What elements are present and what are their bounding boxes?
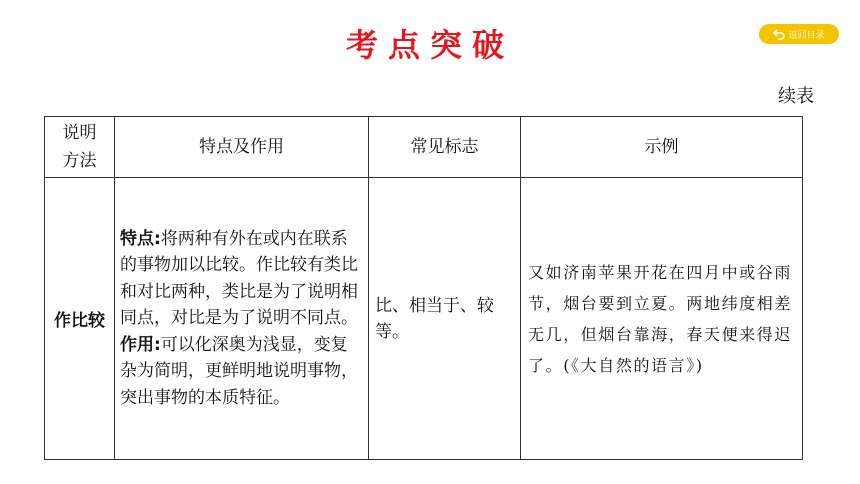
- function-label: 作用:: [120, 334, 161, 355]
- feature-cell: [115, 178, 369, 460]
- example-cell: 又如济南苹果开花在四月中或谷雨节，烟台要到立夏。两地纬度相差无几，但烟台靠海，春天便来得迟了。(《大自然的语言》): [521, 178, 803, 460]
- page-title: 考点突破: [345, 26, 514, 64]
- return-arrow-icon: [773, 28, 785, 40]
- header-example: 示例: [521, 117, 803, 178]
- table-row: [45, 178, 803, 460]
- feature-paragraph: [120, 226, 364, 332]
- methods-table: [44, 116, 803, 460]
- header-markers: 常见标志: [369, 117, 521, 178]
- table-header-row: [45, 117, 803, 178]
- method-name: 作比较: [45, 178, 115, 460]
- markers-cell: 比、相当于、较等。: [369, 178, 521, 460]
- header-feature: 特点及作用: [115, 117, 369, 178]
- back-to-contents-button[interactable]: [759, 24, 839, 44]
- back-button-label: 返回目录: [788, 30, 825, 41]
- function-text: 可以化深奥为浅显，变复杂为简明，更鲜明地说明事物，突出事物的本质特征。: [120, 334, 358, 408]
- feature-label: 特点:: [120, 228, 161, 249]
- continued-label: 续表: [778, 86, 814, 107]
- header-method: 说明方法: [45, 117, 115, 178]
- function-paragraph: [120, 332, 364, 412]
- feature-text: 将两种有外在或内在联系的事物加以比较。作比较有类比和对比两种，类比是为了说明相同点，对比是为了说明不同点。: [120, 228, 358, 329]
